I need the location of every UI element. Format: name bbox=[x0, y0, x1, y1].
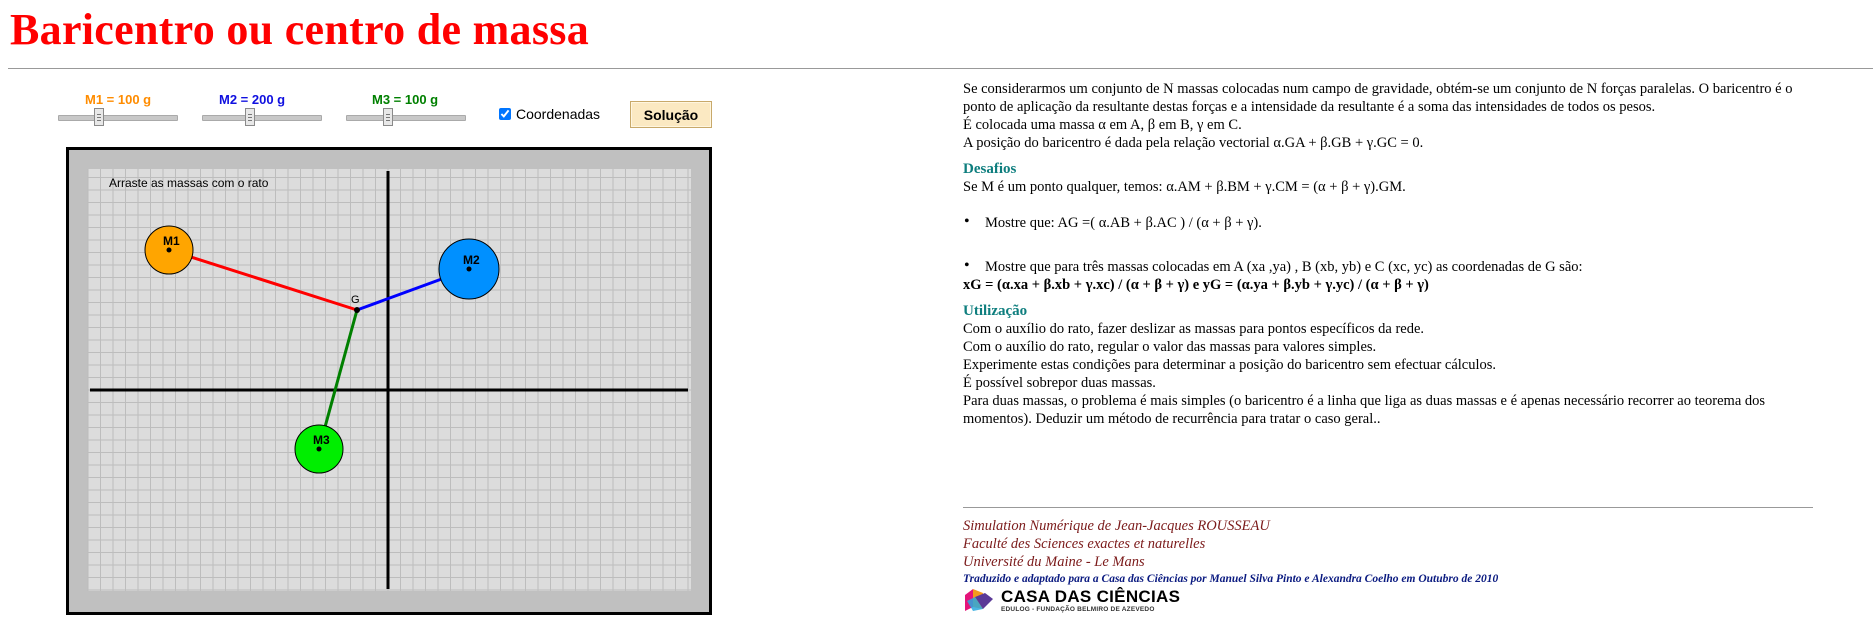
credits-divider bbox=[963, 507, 1813, 508]
mass-m3-label: M3 bbox=[313, 433, 330, 447]
usage-line-1: Com o auxílio do rato, fazer deslizar as massas para pontos específicos da rede. bbox=[963, 321, 1425, 337]
mass-m1[interactable] bbox=[145, 226, 193, 274]
m2-slider-thumb[interactable] bbox=[245, 108, 255, 126]
usage-line-5: Para duas massas, o problema é mais simples (o baricentro é a linha que liga as duas massas e é apenas necessário recorrer ao teorema dos momentos). Deduzir um método de recurrência para tratar o caso geral.. bbox=[963, 393, 1766, 427]
credit-line-2: Faculté des Sciences exactes et naturelles bbox=[963, 536, 1206, 552]
coordinates-toggle[interactable] bbox=[499, 106, 600, 122]
credit-line-3: Université du Maine - Le Mans bbox=[963, 554, 1145, 570]
m1-mass-label: M1 = 100 g bbox=[85, 92, 152, 107]
mass-m3[interactable] bbox=[295, 425, 343, 473]
challenges-intro: Se M é um ponto qualquer, temos: α.AM + β.BM + γ.CM = (α + β + γ).GM. bbox=[963, 179, 1406, 195]
mass-m2[interactable] bbox=[439, 239, 499, 299]
m3-slider-track[interactable] bbox=[346, 115, 466, 121]
explanation-panel bbox=[963, 80, 1793, 428]
mass-m2-label: M2 bbox=[463, 253, 480, 267]
m3-mass-label: M3 = 100 g bbox=[372, 92, 439, 107]
credit-line-1: Simulation Numérique de Jean-Jacques ROUSSEAU bbox=[963, 518, 1270, 534]
centroid-point bbox=[354, 307, 360, 313]
casa-das-ciencias-logo[interactable] bbox=[963, 587, 1180, 613]
simulation-canvas[interactable] bbox=[66, 147, 712, 615]
m2-mass-label: M2 = 200 g bbox=[219, 92, 286, 107]
mass-m1-center bbox=[167, 248, 172, 253]
credit-translation: Traduzido e adaptado para a Casa das Ciências por Manuel Silva Pinto e Alexandra Coelho em Outubro de 2010 bbox=[963, 573, 1499, 585]
title-divider bbox=[8, 68, 1873, 69]
page-title: Baricentro ou centro de massa bbox=[10, 5, 590, 54]
challenges-title: Desafios bbox=[963, 161, 1017, 177]
logo-sub-text: EDULOG - FUNDAÇÃO BELMIRO DE AZEVEDO bbox=[1001, 605, 1155, 613]
m1-slider-track[interactable] bbox=[58, 115, 178, 121]
usage-title: Utilização bbox=[963, 303, 1028, 319]
coordinates-label: Coordenadas bbox=[516, 106, 601, 122]
mass-m3-center bbox=[317, 447, 322, 452]
intro-paragraph: Se considerarmos um conjunto de N massas colocadas num campo de gravidade, obtém-se um conjunto de N forças paralelas. O baricentro é o ponto de aplicação da resultante destas forças e a intensidade da resultante é a soma das intensidades de todos os pesos. bbox=[963, 81, 1793, 115]
logo-icon bbox=[963, 587, 995, 613]
logo-main-text: CASA DAS CIÊNCIAS bbox=[1001, 586, 1181, 606]
coordinates-checkbox[interactable] bbox=[499, 108, 511, 120]
usage-line-4: É possível sobrepor duas massas. bbox=[963, 375, 1156, 391]
challenge-bullet-2: • Mostre que para três massas colocadas em A (xa ,ya) , B (xb, yb) e C (xc, yc) as coordenadas de G são: bbox=[963, 258, 1793, 276]
m2-slider-track[interactable] bbox=[202, 115, 322, 121]
coordinates-formula: xG = (α.xa + β.xb + γ.xc) / (α + β + γ) e yG = (α.ya + β.yb + γ.yc) / (α + β + γ) bbox=[963, 277, 1429, 293]
m1-slider-thumb[interactable] bbox=[94, 108, 104, 126]
solution-button[interactable]: Solução bbox=[630, 101, 712, 128]
challenge-bullet-1: • Mostre que: AG =( α.AB + β.AC ) / (α + β + γ). bbox=[963, 214, 1793, 232]
intro-masses: É colocada uma massa α em A, β em B, γ em C. bbox=[963, 117, 1242, 133]
mass-m2-center bbox=[467, 267, 472, 272]
intro-relation: A posição do baricentro é dada pela relação vectorial α.GA + β.GB + γ.GC = 0. bbox=[963, 135, 1424, 151]
m3-slider-thumb[interactable] bbox=[383, 108, 393, 126]
usage-line-2: Com o auxílio do rato, regular o valor das massas para valores simples. bbox=[963, 339, 1377, 355]
centroid-label: G bbox=[351, 294, 360, 306]
credits bbox=[963, 517, 1498, 587]
usage-line-3: Experimente estas condições para determinar a posição do baricentro sem efectuar cálculos. bbox=[963, 357, 1497, 373]
mass-m1-label: M1 bbox=[163, 234, 180, 248]
drag-hint: Arraste as massas com o rato bbox=[109, 176, 269, 190]
